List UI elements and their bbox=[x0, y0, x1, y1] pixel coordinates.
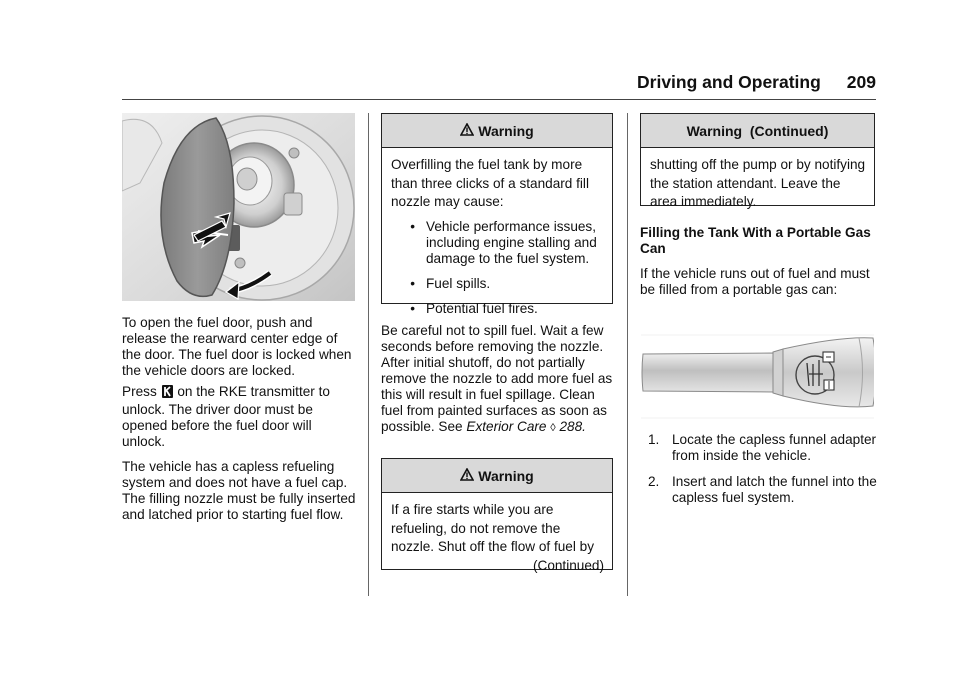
column-3-text bbox=[640, 225, 876, 307]
paragraph bbox=[122, 384, 358, 450]
warning-header bbox=[382, 114, 612, 148]
xref-symbol: ◊ bbox=[550, 422, 556, 434]
warning-box bbox=[381, 113, 613, 316]
warning-body bbox=[641, 148, 874, 218]
column-1-text bbox=[122, 315, 358, 532]
text-span: Press bbox=[122, 384, 157, 399]
list-item bbox=[648, 474, 878, 506]
subsection-heading: Filling the Tank With a Portable Gas Can bbox=[640, 225, 871, 256]
warning-text: If a fire starts while you are refueling, do not remove the nozzle. Shut off the flow of fuel by bbox=[391, 502, 595, 554]
bullet-text: Potential fuel fires. bbox=[426, 300, 538, 316]
warning-header bbox=[641, 114, 874, 148]
warning-title: Warning bbox=[478, 122, 534, 139]
paragraph: If the vehicle runs out of fuel and must be filled from a portable gas can: bbox=[640, 266, 870, 297]
paragraph: The vehicle has a capless refueling system and does not have a fuel cap. The filling nozzle must be fully inserted and latched prior to starting fuel flow. bbox=[122, 459, 356, 522]
warning-title: Warning (Continued) bbox=[686, 122, 829, 139]
paragraph bbox=[381, 323, 617, 436]
column-2-text bbox=[381, 323, 617, 445]
warning-icon bbox=[460, 123, 474, 139]
warning-title: Warning bbox=[478, 467, 534, 484]
continued-label: (Continued) bbox=[532, 557, 604, 573]
warning-body bbox=[382, 148, 612, 323]
list-item bbox=[648, 432, 878, 464]
step-text: Insert and latch the funnel into the capless fuel system. bbox=[672, 474, 877, 505]
paragraph: To open the fuel door, push and release the rearward center edge of the door. The fuel door is locked when the vehicle doors are locked. bbox=[122, 315, 352, 378]
section-title: Driving and Operating bbox=[637, 72, 821, 92]
step-number: 2. bbox=[648, 474, 660, 489]
warning-box-continued bbox=[640, 113, 875, 209]
unlock-key-icon bbox=[162, 385, 173, 402]
text-span: Be careful not to spill fuel. Wait a few seconds before removing the nozzle. After initial shutoff, do not partially remove the nozzle to add more fuel as this will result in fuel spillage. Clean fuel from painted surfaces as soon as possible. See bbox=[381, 323, 613, 434]
bullet-item: • Potential fuel fires. bbox=[410, 300, 538, 316]
warning-icon bbox=[460, 468, 474, 484]
fuel-door-figure bbox=[122, 113, 355, 301]
warning-text: shutting off the pump or by notifying the station attendant. Leave the area immediately. bbox=[650, 157, 866, 209]
funnel-adapter-figure bbox=[641, 330, 874, 425]
xref-page: 288 bbox=[559, 419, 583, 434]
page-number: 209 bbox=[846, 72, 876, 92]
warning-header bbox=[382, 459, 612, 493]
header-rule bbox=[122, 99, 876, 100]
bullet-item: • Fuel spills. bbox=[410, 275, 491, 291]
column-divider bbox=[368, 113, 369, 596]
running-header bbox=[637, 72, 876, 93]
warning-body bbox=[382, 493, 612, 581]
warning-box bbox=[381, 458, 613, 573]
warning-intro: Overfilling the fuel tank by more than three clicks of a standard fill nozzle may cause: bbox=[391, 157, 589, 209]
steps-list bbox=[648, 432, 878, 516]
bullet-text: Fuel spills. bbox=[426, 275, 491, 291]
step-text: Locate the capless funnel adapter from inside the vehicle. bbox=[672, 432, 877, 463]
bullet-text: Vehicle performance issues, including engine stalling and damage to the fuel system. bbox=[426, 218, 597, 266]
step-number: 1. bbox=[648, 432, 660, 447]
text-span: on the RKE transmitter to unlock. The driver door must be opened before the fuel door will unlock. bbox=[122, 384, 330, 449]
bullet-item: • Vehicle performance issues, including engine stalling and damage to the fuel system. bbox=[391, 219, 604, 267]
cross-reference[interactable]: Exterior Care ◊ 288. bbox=[466, 419, 586, 434]
column-divider bbox=[627, 113, 628, 596]
xref-title: Exterior Care bbox=[466, 419, 547, 434]
